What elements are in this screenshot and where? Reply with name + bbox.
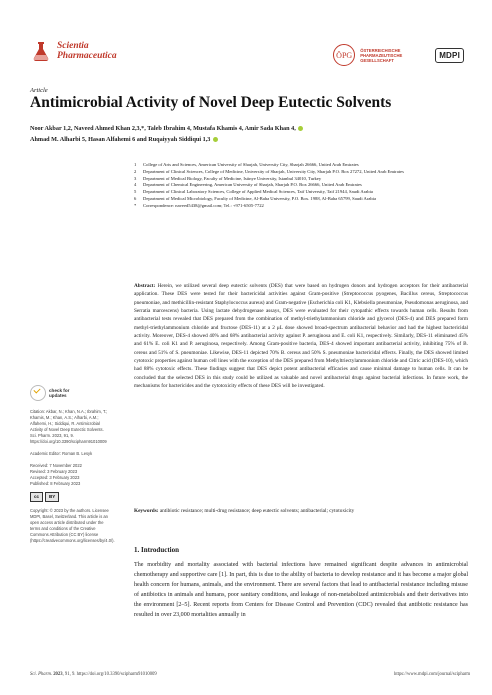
- society-seal-icon: ÖPG: [333, 44, 355, 66]
- affiliation-text: Department of Clinical Sciences, College of Medicine, University of Sharjah, University City, Sharjah P.O. Box 27272, United Arab Emirates: [143, 168, 404, 174]
- authors-text2: Ahmad M. Alharbi 5, Hasan Alfahemi 6 and Ruqaiyyah Siddiqui 1,3: [30, 136, 211, 143]
- date-revised: Revised: 3 February 2023: [30, 469, 78, 475]
- check-for-updates-button[interactable]: [30, 385, 110, 401]
- affiliation-text: Department of Medical Microbiology, Faculty of Medicine, Al-Baha University, P.O. Box. 1988, Al-Baha 65799, Saudi Arabia: [143, 195, 377, 201]
- flask-icon: [30, 40, 52, 62]
- affiliation-number: 3: [134, 175, 137, 181]
- cc-icon: cc: [30, 492, 43, 502]
- correspondence: [134, 203, 464, 209]
- affiliation-number: 2: [134, 168, 137, 174]
- authors-text1: Noor Akbar 1,2, Naveed Ahmed Khan 2,3,*, Taleb Ibrahim 4, Mustafa Khamis 4, Amir Sada Khan 4,: [30, 125, 296, 132]
- introduction-text: The morbidity and mortality associated with bacterial infections have remained significant despite advances in antimicrobial chemotherapy and supportive care [1]. In part, this is due to the ability of bacteria to develop resistance and it has become a major global health concern for humans, animals, and the environment. There are several factors that lead to antibacterial resistance including misuse of antibiotics in animals and humans, poor sanitary conditions, and leakage of non-metabolized antimicrobials and their derivatives into the environment [2–5]. Recent reports from Centers for Disease Control and Prevention (CDC) revealed that antibiotic resistance has resulted in over 23,000 mortalities annually in: [134, 562, 468, 619]
- by-icon: BY: [45, 492, 59, 502]
- mdpi-logo[interactable]: MDPI: [435, 48, 464, 63]
- article-title: Antimicrobial Activity of Novel Deep Eutectic Solvents: [30, 94, 392, 111]
- footer-journal-url[interactable]: https://www.mdpi.com/journal/scipharm: [394, 672, 470, 677]
- affiliation-item: [134, 189, 464, 195]
- section-heading: 1. Introduction: [134, 546, 179, 554]
- date-received: Received: 7 November 2022: [30, 463, 82, 469]
- footer-year: 2023: [53, 672, 63, 677]
- abstract-text: Herein, we utilized several deep eutectic solvents (DES) that were based on hydrogen donors and hydrogen acceptors for their antibacterial application. These DES were tested for their bactericidal activities against Gram-positive (Streptococcus pyogenes, Bacillus cereus, Streptococcus pneumoniae, and methicillin-resistant Staphylococcus aureus) and Gram-negative (Escherichia coli K1, Klebsiella pneumoniae, Pseudomonas aeruginosa, and Serratia marcescens) bacteria. Using lactate dehydrogenase assays, DES were evaluated for their cytopathic effects towards human cells. Results from antibacterial tests revealed that DES prepared from the combination of methyl-triethylammonium chloride and glycerol (DES-4) and DES prepared form methyl-triethylammonium chloride and fructose (DES-11) at a 2 μL dose showed broad-spectrum antibacterial behavior and had the highest bactericidal activity. Moreover, DES-4 showed 40% and 68% antibacterial activity against P. aeruginosa and E. coli K1, respectively. Similarly, DES-11 eliminated 45% and 61% E. coli K1 and P. aeruginosa, respectively. Among Gram-positive bacteria, DES-4 showed important antibacterial activity, inhibiting 75% of B. cereus and 51% of S. pneumoniae. Likewise, DES-11 depicted 70% B. cereus and 50% S. pneumoniae bactericidal effects. Finally, the DES showed limited cytotoxic properties against human cell lines with the exception of the DES prepared from Methyltriectylammonium chloride and Citric acid (DES-10), which had 88% cytotoxic effects. These findings suggest that DES depict potent antibacterial efficacies and cause minimal damage to human cells. It can be concluded that the selected DES in this study could be utilized as valuable and novel antibacterial drugs against bacterial infections. In future work, the mechanisms for bactericides and the cytotoxicity effects of these DES will be investigated.: [134, 283, 468, 390]
- journal-name: [57, 41, 117, 61]
- orcid-icon[interactable]: [213, 137, 218, 142]
- footer-journal: Sci. Pharm.: [30, 672, 53, 677]
- cc-by-license-badge[interactable]: [30, 492, 110, 502]
- society-line3: GESELLSCHAFT: [360, 57, 394, 63]
- article-type: Article: [30, 87, 48, 94]
- correspondence-text[interactable]: Correspondence: naveed5438@gmail.com; Tel.: +971-6505-7722: [143, 202, 264, 208]
- affiliation-text: Department of Chemical Engineering, American University of Sharjah, Sharjah P.O. Box 26666, United Arab Emirates: [143, 182, 362, 188]
- affiliation-text: Department of Medical Biology, Faculty of Medicine, Istinye University, Istanbul 34010, Turkey: [143, 175, 322, 181]
- keywords-label: Keywords:: [134, 508, 159, 514]
- check-updates-label: [49, 388, 69, 399]
- society-line2: PHARMAZEUTISCHE: [360, 52, 403, 58]
- journal-name-line1: Scientia: [57, 41, 89, 51]
- check-updates-icon: [30, 385, 46, 401]
- affiliation-item: [134, 176, 464, 182]
- authors-line2: [30, 134, 470, 145]
- copyright-notice: Copyright: © 2023 by the authors. Licensee MDPI, Basel, Switzerland. This article is an open access article distributed under the terms and conditions of the Creative Commons Attribution (CC BY) license (https://creativecommons.org/licenses/by/4.0/).: [30, 507, 115, 543]
- check-line2: updates: [49, 393, 67, 398]
- affiliation-item: [134, 182, 464, 188]
- affiliation-item: [134, 196, 464, 202]
- author-list: [30, 123, 470, 145]
- academic-editor: Academic Editor: Roman B. Lesyk: [30, 451, 93, 457]
- footer-citation: [30, 672, 157, 677]
- keywords-text: antibiotic resistance; multi-drug resistance; deep eutectic solvents; antibacterial; cytotoxicity: [159, 508, 355, 514]
- authors-line1: [30, 123, 470, 134]
- affiliation-text: College of Arts and Sciences, American University of Sharjah, University City, Sharjah 26666, United Arab Emirates: [143, 162, 359, 167]
- journal-name-line2: Pharmaceutica: [57, 51, 117, 61]
- society-line1: ÖSTERREICHISCHE: [360, 47, 401, 53]
- affiliation-number: 1: [134, 162, 137, 167]
- affiliation-number: *: [134, 202, 137, 208]
- affiliation-text: Department of Clinical Laboratory Sciences, College of Applied Medical Sciences, Taif University, Taif 21944, Saudi Arabia: [143, 189, 373, 195]
- abstract-label: Abstract:: [134, 283, 156, 289]
- orcid-icon[interactable]: [298, 126, 303, 131]
- dates: [30, 463, 110, 487]
- check-line1: check for: [49, 387, 70, 393]
- abstract: [134, 282, 468, 390]
- society-name: [360, 48, 430, 63]
- citation: Citation: Akbar, N.; Khan, N.A.; Ibrahim, T.; Khamis, M.; Khan, A.S.; Alharbi, A.M.; Alfahemi, H.; Siddiqui, R. Antimicrobial Activity of Novel Deep Eutectic Solvents. Sci. Pharm. 2023, 91, 9. https://doi.org/10.3390/scipharm91010009: [30, 409, 108, 445]
- footer-doi[interactable]: , 91, 9. https://doi.org/10.3390/scipharm91010009: [62, 672, 157, 677]
- affiliation-number: 4: [134, 182, 137, 188]
- journal-logo[interactable]: [30, 40, 117, 62]
- affiliation-number: 5: [134, 189, 137, 195]
- affiliation-item: [134, 162, 464, 168]
- affiliation-number: 6: [134, 195, 137, 201]
- date-published: Published: 8 February 2023: [30, 481, 81, 487]
- keywords: [134, 508, 468, 515]
- page-footer: [30, 672, 470, 677]
- affiliations: [134, 162, 464, 210]
- date-accepted: Accepted: 3 February 2023: [30, 475, 80, 481]
- publisher-logos: [333, 44, 464, 66]
- article-sidebar: [30, 385, 115, 544]
- affiliation-item: [134, 169, 464, 175]
